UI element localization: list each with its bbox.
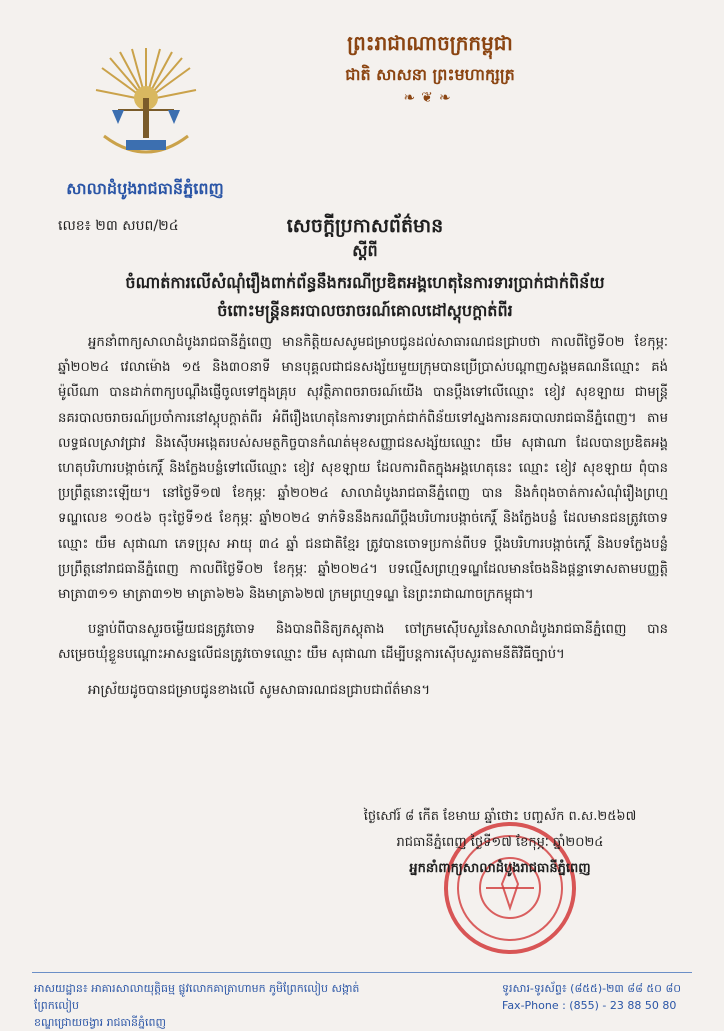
subject-line-1: ចំណាត់ការលើសំណុំរឿងពាក់ព័ន្ធនឹងករណីប្រឌិតអង្គហេតុនៃការទារប្រាក់ជាក់ពិន័យ: [125, 273, 605, 292]
signatory-title: អ្នកនាំពាក្យសាលាដំបូងរាជធានីភ្នំពេញ: [409, 861, 591, 876]
paragraph-2: បន្ទាប់ពីបានសួរចម្លើយជនត្រូវចោទ និងបានពិនិត្យភស្តុតាង ចៅក្រមស៊ើបសួរនៃសាលាដំបូងរាជធានីភ្នំពេញ បានសម្រេចឃុំខ្លួនបណ្តោះអាសន្នលើជនត្រូវចោទឈ្មោះ យឹម សុផាណា ដើម្បីបន្តការស៊ើបសួរតាមនីតិវិធីច្បាប់។: [58, 622, 668, 663]
city-date: រាជធានីភ្នំពេញ ថ្ងៃទី១៧ ខែកុម្ភៈ ឆ្នាំ២០២៤: [396, 835, 604, 850]
ornament-divider: ❧❦❧: [403, 90, 457, 106]
kingdom-name: ព្រះរាជាណាចក្រកម្ពុជា: [347, 31, 513, 55]
footer-contact: [502, 980, 702, 1014]
court-name: សាលាដំបូងរាជធានីភ្នំពេញ: [66, 179, 224, 198]
address-line-2: ខណ្ឌជ្រោយចង្វារ រាជធានីភ្នំពេញ: [34, 1016, 166, 1029]
signature-block: [330, 804, 670, 882]
document-title: សេចក្តីប្រកាសព័ត៌មាន: [286, 215, 444, 237]
phone-latin: Fax-Phone : (855) - 23 88 50 80: [502, 999, 677, 1012]
body-text: [58, 330, 668, 713]
lunar-date: ថ្ងៃសៅរ៍ ៨ កើត ខែមាឃ ឆ្នាំថោះ បញ្ចស័ក ព.ស.២៥៦៧: [363, 809, 637, 824]
phone-khmer: ទូរសារ-ទូរស័ព្ទ៖ (៨៥៥)-២៣ ៨៨ ៥០ ៨០: [502, 982, 682, 995]
footer-address: [34, 980, 394, 1031]
paragraph-1: អ្នកនាំពាក្យសាលាដំបូងរាជធានីភ្នំពេញ មានកិត្តិយសសូមជម្រាបជូនដល់សាធារណជនជ្រាបថា កាលពីថ្ងៃទី០២ ខែកុម្ភៈ ឆ្នាំ២០២៤ វេលាម៉ោង ១៥ និង៣០នាទី មានបុគ្គលជាជនសង្ស័យមួយក្រុមបានប្រើប្រាស់បណ្តាញសង្គមគណនីឈ្មោះ គង់ ម៉ូលីណា បានដាក់ពាក្យបណ្តឹងផ្ញើចូលទៅក្នុងគ្រុប សុវត្ថិភាពចរាចរណ៍យើង បានប្តឹងទៅលើឈ្មោះ ខៀវ សុខឡាយ ជាមន្ត្រីនគរបាលចរាចរណ៍ប្រចាំការនៅស្តុបក្តាត់ពីរ អំពីរឿងហេតុនៃការទារប្រាក់ជាក់ពិន័យទៅស្នងការនគរបាលរាជធានីភ្នំពេញ។ តាមលទ្ធផលស្រាវជ្រាវ និងស៊ើបអង្កេតរបស់សមត្ថកិច្ចបានកំណត់មុខសញ្ញាជនសង្ស័យឈ្មោះ យឹម សុផាណា ដែលបានប្រឌិតអង្គហេតុបរិហារបង្កាច់កេរ្តិ៍ និងក្លែងបន្លំទៅលើឈ្មោះ ខៀវ សុខឡាយ ដែលការពិតក្នុងអង្គហេតុនេះ ឈ្មោះ ខៀវ សុខឡាយ ពុំបានប្រព្រឹត្តនោះឡើយ។ នៅថ្ងៃទី១៧ ខែកុម្ភៈ ឆ្នាំ២០២៤ សាលាដំបូងរាជធានីភ្នំពេញ បាន និងកំពុងចាត់ការសំណុំរឿងព្រហ្មទណ្ឌលេខ ១០៥៦ ចុះថ្ងៃទី១៥ ខែកុម្ភៈ ឆ្នាំ២០២៤ ទាក់ទិននឹងករណីប្តឹងបរិហារបង្កាច់កេរ្តិ៍ និងក្លែងបន្លំ ដែលមានជនត្រូវចោទ ឈ្មោះ យឹម សុផាណា ភេទប្រុស អាយុ ៣៤ ឆ្នាំ ជនជាតិខ្មែរ ត្រូវបានចោទប្រកាន់ពីបទ ប្តឹងបរិហារបង្កាច់កេរ្តិ៍ និងបទក្លែងបន្លំ ប្រព្រឹត្តនៅរាជធានីភ្នំពេញ កាលពីថ្ងៃទី០២ ខែកុម្ភៈ ឆ្នាំ២០២៤។ បទល្មើសព្រហ្មទណ្ឌដែលមានចែងនិងផ្តន្ទាទោសតាមបញ្ញត្តិមាត្រា៣១១ មាត្រា៣១២ មាត្រា៦២៦ និងមាត្រា៦២៧ ក្រមព្រហ្មទណ្ឌ នៃព្រះរាជាណាចក្រកម្ពុជា។: [58, 335, 668, 603]
footer-divider: [32, 972, 692, 973]
paragraph-3: អាស្រ័យដូចបានជម្រាបជូនខាងលើ សូមសាធារណជនជ្រាបជាព័ត៌មាន។: [88, 682, 431, 698]
kingdom-heading: [250, 30, 610, 106]
address-line-1: អាសយដ្ឋាន៖ អាគារសាលាយុត្តិធម្ម ផ្លូវលោកគាត្រាហាមក ភូមិព្រែកលៀប សង្កាត់ព្រែកលៀប: [34, 982, 360, 1012]
court-emblem-icon: [90, 40, 202, 170]
national-motto: ជាតិ សាសនា ព្រះមហាក្សត្រ: [345, 65, 515, 84]
subject-line-2: ចំពោះមន្ត្រីនគរបាលចរាចរណ៍គោលដៅស្តុបក្តាត់ពីរ: [217, 301, 513, 320]
title-about: ស្តីពី: [352, 241, 378, 260]
reference-number: លេខ៖ ២៣ សបព/២៤: [58, 218, 179, 234]
